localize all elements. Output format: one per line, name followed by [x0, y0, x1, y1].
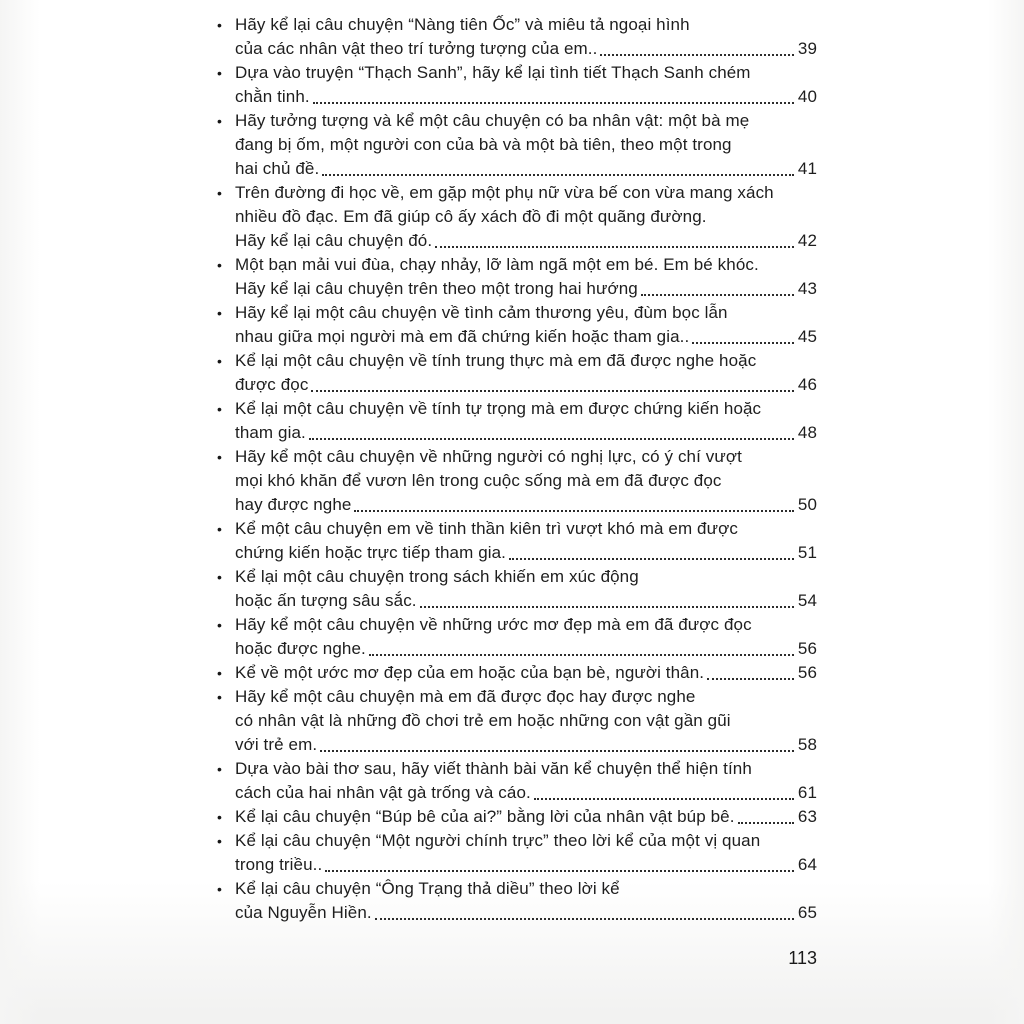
toc-entry-body [235, 301, 817, 349]
dot-leader [692, 320, 794, 344]
toc-line: Dựa vào truyện “Thạch Sanh”, hãy kể lại tình tiết Thạch Sanh chém [235, 63, 751, 82]
toc-entry-text: Hãy kể lại câu chuyện đó. [235, 231, 433, 250]
bullet-icon: • [217, 401, 222, 417]
toc-line: Kể lại một câu chuyện về tính tự trọng mà em được chứng kiến hoặc [235, 399, 762, 418]
toc-entry-text: Kể lại câu chuyện “Búp bê của ai?” bằng lời của nhân vật búp bê. [235, 807, 735, 826]
toc-last-line [235, 37, 817, 61]
toc-entry-text: trong triều.. [235, 855, 323, 874]
toc-last-line [235, 661, 817, 685]
toc-entry [217, 301, 817, 349]
toc-entry-text: được đọc [235, 375, 309, 394]
toc-last-line [235, 493, 817, 517]
toc-entry-text: của Nguyễn Hiền. [235, 903, 372, 922]
toc-entry-body [235, 349, 817, 397]
bullet-icon: • [217, 305, 222, 321]
toc-entry-body [235, 757, 817, 805]
toc-page-number: 54 [797, 591, 817, 610]
bullet-icon: • [217, 521, 222, 537]
bullet-icon: • [217, 881, 222, 897]
toc-last-line [235, 421, 817, 445]
toc-page-number: 50 [797, 495, 817, 514]
toc-list [217, 13, 817, 925]
toc-line: Kể lại một câu chuyện trong sách khiến em xúc động [235, 567, 639, 586]
toc-line: có nhân vật là những đồ chơi trẻ em hoặc những con vật gần gũi [235, 711, 731, 730]
bullet-icon: • [217, 809, 222, 825]
dot-leader [313, 80, 794, 104]
toc-entry [217, 829, 817, 877]
toc-entry-text: Kể về một ước mơ đẹp của em hoặc của bạn bè, người thân. [235, 663, 705, 682]
toc-entry-body [235, 181, 817, 253]
toc-entry [217, 757, 817, 805]
toc-entry-body [235, 613, 817, 661]
toc-entry-text: Hãy kể lại câu chuyện trên theo một trong hai hướng [235, 279, 638, 298]
toc-line: Dựa vào bài thơ sau, hãy viết thành bài văn kể chuyện thể hiện tính [235, 759, 752, 778]
bullet-icon: • [217, 689, 222, 705]
toc-line: Hãy kể lại một câu chuyện về tình cảm thương yêu, đùm bọc lẫn [235, 303, 728, 322]
dot-leader [435, 224, 794, 248]
dot-leader [420, 584, 794, 608]
toc-page-number: 56 [797, 663, 817, 682]
toc-entry-text: hai chủ đề. [235, 159, 320, 178]
toc-line: Kể lại câu chuyện “Ông Trạng thả diều” theo lời kể [235, 879, 620, 898]
toc-page-number: 45 [797, 327, 817, 346]
toc-entry-body [235, 517, 817, 565]
toc-entry [217, 253, 817, 301]
bullet-icon: • [217, 17, 222, 33]
toc-entry-text: của các nhân vật theo trí tưởng tượng của em.. [235, 39, 598, 58]
bullet-icon: • [217, 113, 222, 129]
dot-leader [369, 632, 794, 656]
toc-last-line [235, 229, 817, 253]
bullet-icon: • [217, 185, 222, 201]
toc-line: Hãy kể lại câu chuyện “Nàng tiên Ốc” và miêu tả ngoại hình [235, 15, 690, 34]
toc-last-line [235, 325, 817, 349]
toc-entry-text: hoặc ấn tượng sâu sắc. [235, 591, 417, 610]
dot-leader [322, 152, 794, 176]
toc-page-number: 40 [797, 87, 817, 106]
toc-entry-body [235, 661, 817, 685]
toc-entry [217, 181, 817, 253]
dot-leader [509, 536, 794, 560]
toc-entry [217, 517, 817, 565]
bullet-icon: • [217, 569, 222, 585]
toc-entry-body [235, 445, 817, 517]
dot-leader [309, 416, 794, 440]
toc-line: Hãy kể một câu chuyện về những người có nghị lực, có ý chí vượt [235, 447, 742, 466]
page-edge-shade-right [988, 0, 1024, 1024]
toc-entry-body [235, 109, 817, 181]
toc-entry [217, 661, 817, 685]
toc-entry [217, 349, 817, 397]
toc-entry-text: tham gia. [235, 423, 306, 442]
toc-page-number: 58 [797, 735, 817, 754]
toc-last-line [235, 541, 817, 565]
bullet-icon: • [217, 833, 222, 849]
toc-line: mọi khó khăn để vươn lên trong cuộc sống mà em đã được đọc [235, 471, 722, 490]
bullet-icon: • [217, 665, 222, 681]
toc-line: Kể lại câu chuyện “Một người chính trực” theo lời kể của một vị quan [235, 831, 761, 850]
toc-entry-text: với trẻ em. [235, 735, 318, 754]
toc-entry-body [235, 397, 817, 445]
dot-leader [354, 488, 793, 512]
toc-page-number: 64 [797, 855, 817, 874]
toc-entry-body [235, 253, 817, 301]
toc-entry [217, 397, 817, 445]
toc-line: Trên đường đi học về, em gặp một phụ nữ vừa bế con vừa mang xách [235, 183, 774, 202]
toc-page-number: 46 [797, 375, 817, 394]
toc-entry [217, 61, 817, 109]
toc-entry [217, 685, 817, 757]
toc-line: Hãy kể một câu chuyện về những ước mơ đẹp mà em đã được đọc [235, 615, 752, 634]
dot-leader [600, 32, 793, 56]
toc-entry-body [235, 805, 817, 829]
toc-entry-text: chằn tinh. [235, 87, 310, 106]
bullet-icon: • [217, 65, 222, 81]
toc-page-number: 65 [797, 903, 817, 922]
toc-line: đang bị ốm, một người con của bà và một bà tiên, theo một trong [235, 135, 732, 154]
toc-page-number: 41 [797, 159, 817, 178]
toc-line: Kể lại một câu chuyện về tính trung thực mà em đã được nghe hoặc [235, 351, 757, 370]
bullet-icon: • [217, 353, 222, 369]
toc-page-number: 39 [797, 39, 817, 58]
toc-line: nhiều đồ đạc. Em đã giúp cô ấy xách đồ đi một quãng đường. [235, 207, 707, 226]
toc-page-number: 48 [797, 423, 817, 442]
toc-last-line [235, 733, 817, 757]
toc-entry [217, 13, 817, 61]
dot-leader [375, 896, 794, 920]
toc-last-line [235, 805, 817, 829]
toc-entry [217, 565, 817, 613]
bullet-icon: • [217, 761, 222, 777]
toc-entry-body [235, 685, 817, 757]
dot-leader [311, 368, 793, 392]
toc-entry-text: hay được nghe [235, 495, 352, 514]
toc-entry-text: nhau giữa mọi người mà em đã chứng kiến hoặc tham gia.. [235, 327, 690, 346]
toc-entry-text: hoặc được nghe. [235, 639, 366, 658]
toc-last-line [235, 157, 817, 181]
toc-line: Hãy kể một câu chuyện mà em đã được đọc hay được nghe [235, 687, 696, 706]
toc-last-line [235, 853, 817, 877]
toc-entry-body [235, 565, 817, 613]
footer-page-number: 113 [788, 948, 817, 968]
bullet-icon: • [217, 617, 222, 633]
toc-entry [217, 445, 817, 517]
toc-line: Hãy tưởng tượng và kể một câu chuyện có ba nhân vật: một bà mẹ [235, 111, 750, 130]
toc-page-number: 63 [797, 807, 817, 826]
dot-leader [325, 848, 794, 872]
toc-last-line [235, 589, 817, 613]
dot-leader [320, 728, 794, 752]
dot-leader [707, 656, 794, 680]
toc-line: Kể một câu chuyện em về tinh thần kiên trì vượt khó mà em được [235, 519, 738, 538]
toc-page-number: 42 [797, 231, 817, 250]
toc-last-line [235, 373, 817, 397]
toc-entry [217, 877, 817, 925]
toc-last-line [235, 85, 817, 109]
dot-leader [534, 776, 794, 800]
toc-last-line [235, 277, 817, 301]
toc-last-line [235, 781, 817, 805]
toc-line: Một bạn mải vui đùa, chạy nhảy, lỡ làm ngã một em bé. Em bé khóc. [235, 255, 759, 274]
dot-leader [641, 272, 794, 296]
bullet-icon: • [217, 449, 222, 465]
toc-last-line [235, 901, 817, 925]
toc-entry [217, 805, 817, 829]
page-edge-shade-left [0, 0, 40, 1024]
toc-page-number: 51 [797, 543, 817, 562]
toc-entry-body [235, 877, 817, 925]
toc-entry-body [235, 61, 817, 109]
toc-entry [217, 109, 817, 181]
toc-entry [217, 613, 817, 661]
toc-entry-text: chứng kiến hoặc trực tiếp tham gia. [235, 543, 507, 562]
toc-entry-text: cách của hai nhân vật gà trống và cáo. [235, 783, 531, 802]
toc-entry-body [235, 829, 817, 877]
dot-leader [738, 800, 794, 824]
toc-page-number: 43 [797, 279, 817, 298]
bullet-icon: • [217, 257, 222, 273]
toc-page-number: 61 [797, 783, 817, 802]
toc-entry-body [235, 13, 817, 61]
toc-page-number: 56 [797, 639, 817, 658]
